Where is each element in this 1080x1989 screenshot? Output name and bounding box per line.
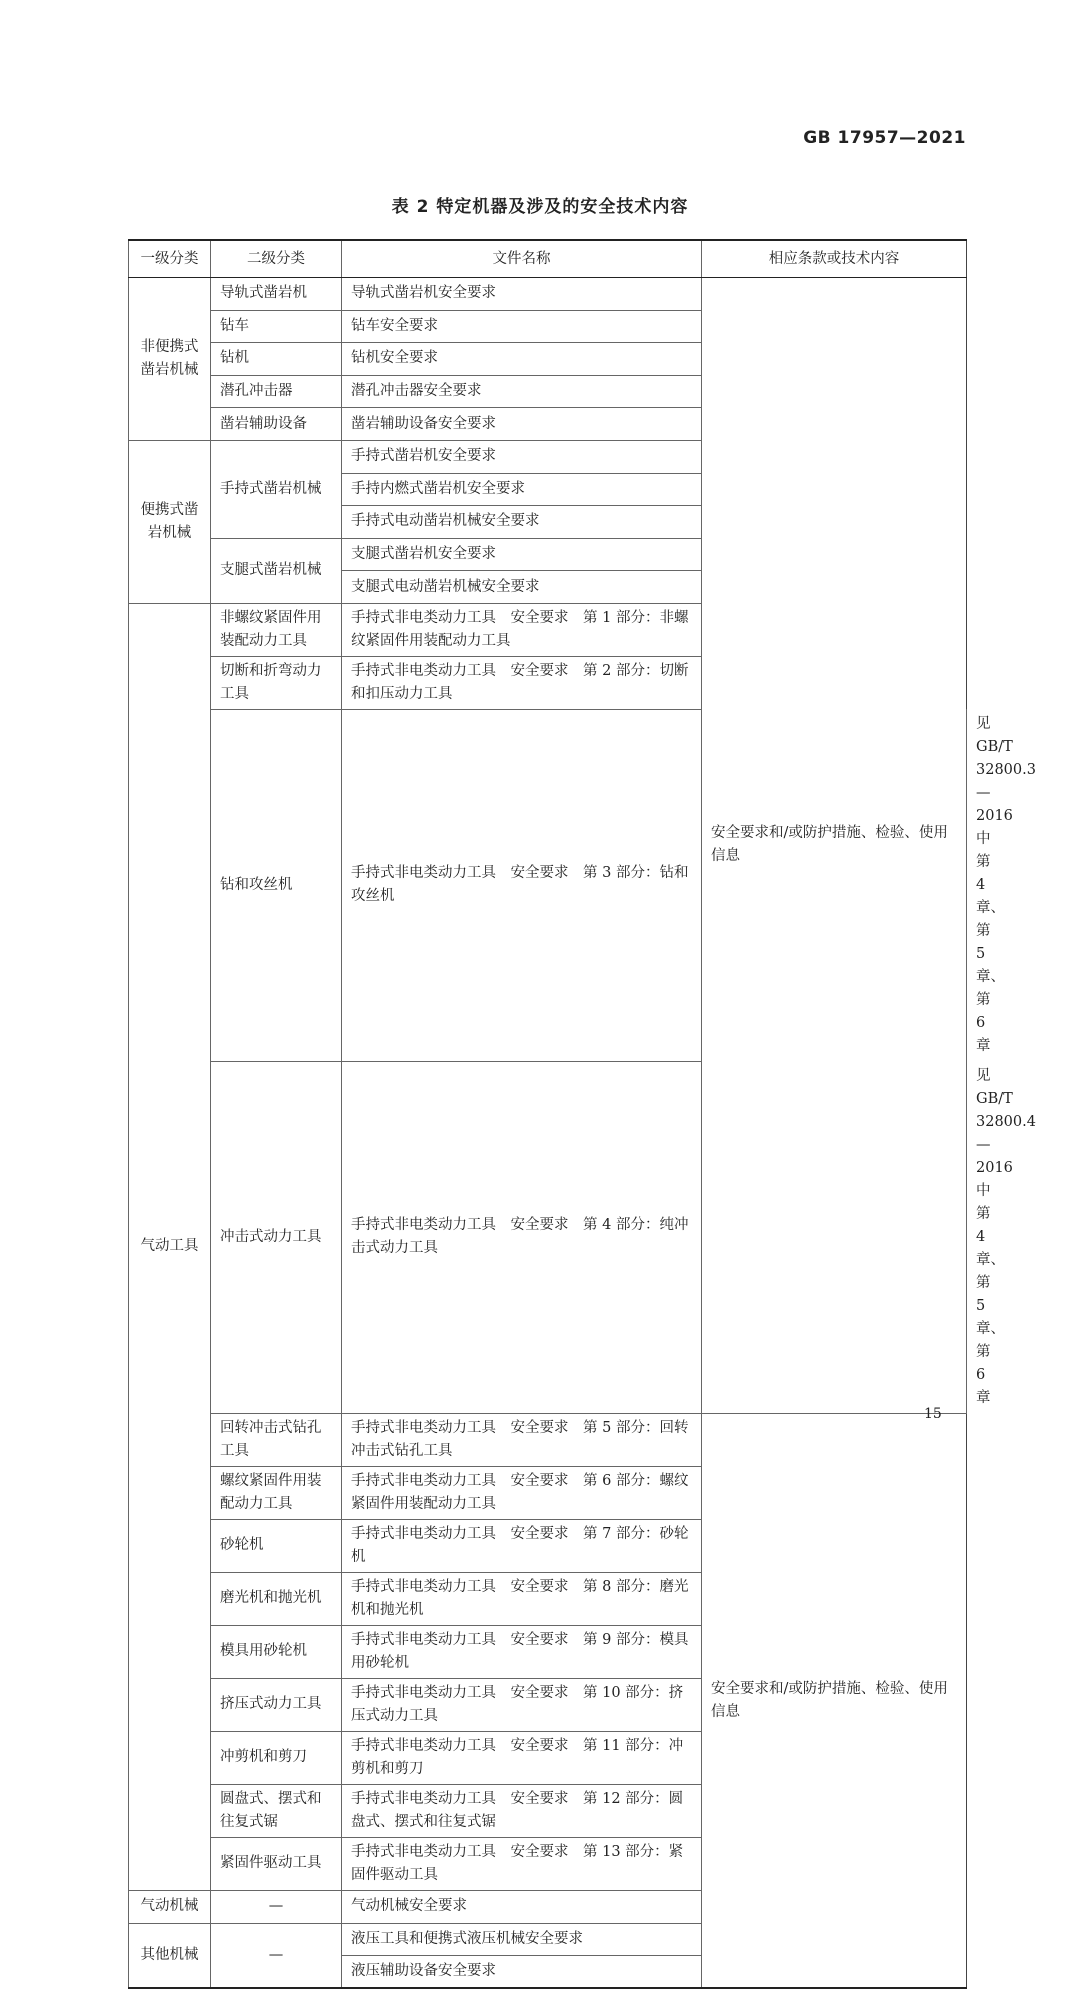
column-header: 二级分类 xyxy=(211,240,342,278)
subcategory-cell: 钻车 xyxy=(211,310,342,343)
document-code: GB 17957—2021 xyxy=(803,128,966,148)
subcategory-cell: 非螺纹紧固件用装配动力工具 xyxy=(211,603,342,656)
subcategory-cell: — xyxy=(211,1923,342,1988)
subcategory-cell: 钻和攻丝机 xyxy=(211,709,342,1061)
document-cell: 手持式非电类动力工具 安全要求 第 10 部分：挤压式动力工具 xyxy=(342,1678,702,1731)
subcategory-cell: — xyxy=(211,1890,342,1923)
document-cell: 气动机械安全要求 xyxy=(342,1890,702,1923)
document-cell: 支腿式电动凿岩机械安全要求 xyxy=(342,571,702,604)
document-cell: 手持式非电类动力工具 安全要求 第 5 部分：回转冲击式钻孔工具 xyxy=(342,1413,702,1466)
document-cell: 液压工具和便携式液压机械安全要求 xyxy=(342,1923,702,1956)
document-cell: 手持式非电类动力工具 安全要求 第 9 部分：模具用砂轮机 xyxy=(342,1625,702,1678)
page-number: 15 xyxy=(924,1406,942,1422)
document-cell: 手持式电动凿岩机械安全要求 xyxy=(342,506,702,539)
subcategory-cell: 螺纹紧固件用装配动力工具 xyxy=(211,1466,342,1519)
subcategory-cell: 切断和折弯动力工具 xyxy=(211,656,342,709)
subcategory-cell: 模具用砂轮机 xyxy=(211,1625,342,1678)
table-row xyxy=(129,1413,967,1466)
document-cell: 手持式非电类动力工具 安全要求 第 6 部分：螺纹紧固件用装配动力工具 xyxy=(342,1466,702,1519)
subcategory-cell: 支腿式凿岩机械 xyxy=(211,538,342,603)
document-cell: 钻车安全要求 xyxy=(342,310,702,343)
table-row: 钻和攻丝机 手持式非电类动力工具 安全要求 第 3 部分：钻和攻丝机 见 GB/T 32800.3—2016 中第 4 章、第 5 章、第 6 章 xyxy=(129,709,967,1061)
column-header: 文件名称 xyxy=(342,240,702,278)
group-cell: 气动工具 xyxy=(129,603,211,1890)
column-header: 一级分类 xyxy=(129,240,211,278)
content-cell: 安全要求和/或防护措施、检验、使用信息 xyxy=(702,1413,967,1988)
document-cell: 潜孔冲击器安全要求 xyxy=(342,375,702,408)
document-cell: 支腿式凿岩机安全要求 xyxy=(342,538,702,571)
table-row xyxy=(129,278,967,311)
document-cell: 手持内燃式凿岩机安全要求 xyxy=(342,473,702,506)
document-cell: 手持式凿岩机安全要求 xyxy=(342,440,702,473)
document-cell: 手持式非电类动力工具 安全要求 第 12 部分：圆盘式、摆式和往复式锯 xyxy=(342,1784,702,1837)
document-cell: 手持式非电类动力工具 安全要求 第 3 部分：钻和攻丝机 xyxy=(342,709,702,1061)
subcategory-cell: 手持式凿岩机械 xyxy=(211,440,342,538)
document-cell: 手持式非电类动力工具 安全要求 第 8 部分：磨光机和抛光机 xyxy=(342,1572,702,1625)
document-cell: 液压辅助设备安全要求 xyxy=(342,1956,702,1989)
subcategory-cell: 冲击式动力工具 xyxy=(211,1061,342,1413)
subcategory-cell: 导轨式凿岩机 xyxy=(211,278,342,311)
document-cell: 手持式非电类动力工具 安全要求 第 11 部分：冲剪机和剪刀 xyxy=(342,1731,702,1784)
subcategory-cell: 挤压式动力工具 xyxy=(211,1678,342,1731)
subcategory-cell: 钻机 xyxy=(211,343,342,376)
safety-content-table xyxy=(128,239,1036,1989)
column-header: 相应条款或技术内容 xyxy=(702,240,967,278)
document-cell: 手持式非电类动力工具 安全要求 第 2 部分：切断和扣压动力工具 xyxy=(342,656,702,709)
document-cell: 导轨式凿岩机安全要求 xyxy=(342,278,702,311)
group-cell: 其他机械 xyxy=(129,1923,211,1988)
document-cell: 手持式非电类动力工具 安全要求 第 7 部分：砂轮机 xyxy=(342,1519,702,1572)
subcategory-cell: 潜孔冲击器 xyxy=(211,375,342,408)
table-caption: 表 2 特定机器及涉及的安全技术内容 xyxy=(391,197,689,217)
document-cell: 手持式非电类动力工具 安全要求 第 4 部分：纯冲击式动力工具 xyxy=(342,1061,702,1413)
subcategory-cell: 磨光机和抛光机 xyxy=(211,1572,342,1625)
document-cell: 钻机安全要求 xyxy=(342,343,702,376)
subcategory-cell: 砂轮机 xyxy=(211,1519,342,1572)
document-cell: 手持式非电类动力工具 安全要求 第 1 部分：非螺纹紧固件用装配动力工具 xyxy=(342,603,702,656)
group-cell: 非便携式凿岩机械 xyxy=(129,278,211,441)
subcategory-cell: 紧固件驱动工具 xyxy=(211,1837,342,1890)
subcategory-cell: 冲剪机和剪刀 xyxy=(211,1731,342,1784)
subcategory-cell: 圆盘式、摆式和往复式锯 xyxy=(211,1784,342,1837)
table-header-row xyxy=(129,240,967,278)
table-row: 冲击式动力工具 手持式非电类动力工具 安全要求 第 4 部分：纯冲击式动力工具 见 GB/T 32800.4—2016 中第 4 章、第 5 章、第 6 章 xyxy=(129,1061,967,1413)
subcategory-cell: 凿岩辅助设备 xyxy=(211,408,342,441)
document-cell: 手持式非电类动力工具 安全要求 第 13 部分：紧固件驱动工具 xyxy=(342,1837,702,1890)
subcategory-cell: 回转冲击式钻孔工具 xyxy=(211,1413,342,1466)
group-cell: 便携式凿岩机械 xyxy=(129,440,211,603)
document-cell: 凿岩辅助设备安全要求 xyxy=(342,408,702,441)
content-cell: 安全要求和/或防护措施、检验、使用信息 xyxy=(702,278,967,1414)
group-cell: 气动机械 xyxy=(129,1890,211,1923)
